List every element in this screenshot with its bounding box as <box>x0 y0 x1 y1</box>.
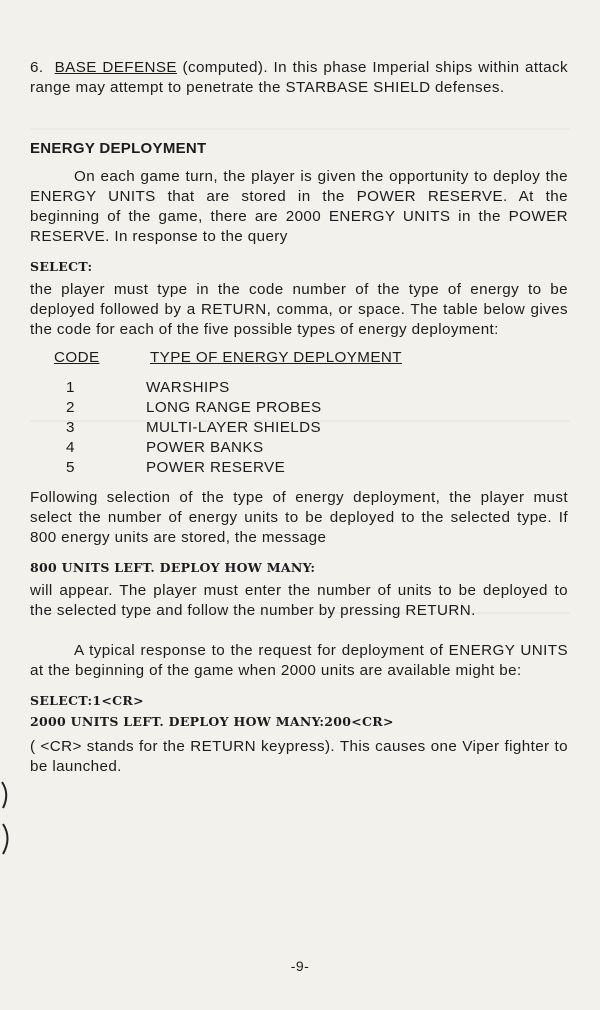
row-code: 5 <box>66 459 75 476</box>
item-number: 6. <box>30 59 44 76</box>
energy-paragraph-3: Following selection of the type of energy deployment, the player must select the number of energy units to be deployed to the selected type. If 800 energy units are stored, the message <box>30 489 568 546</box>
table-row <box>54 398 568 418</box>
row-type: WARSHIPS <box>146 379 230 396</box>
example-deploy-line: 2000 UNITS LEFT. DEPLOY HOW MANY:200<CR> <box>30 714 394 729</box>
row-type: POWER RESERVE <box>146 459 286 476</box>
base-defense-text: (computed). In this phase Imperial ships within attack range may attempt to penetrate the STARBASE SHIELD defenses. <box>30 59 568 96</box>
page-number: -9- <box>290 958 310 974</box>
energy-paragraph-4: will appear. The player must enter the number of units to be deployed to the selected type and follow the number by pressing RETURN. <box>30 582 568 619</box>
base-defense-paragraph <box>30 58 568 98</box>
section-heading: ENERGY DEPLOYMENT <box>30 140 207 157</box>
energy-paragraph-1: On each game turn, the player is given the opportunity to deploy the ENERGY UNITS that are stored in the POWER RESERVE. At the beginning of the game, there are 2000 ENERGY UNITS in the POWER RESERVE. In response to the query <box>30 168 568 245</box>
header-code: CODE <box>54 349 100 366</box>
energy-paragraph-5: A typical response to the request for deployment of ENERGY UNITS at the beginning of the game when 2000 units are available might be: <box>30 642 568 679</box>
table-row <box>54 438 568 458</box>
row-type: MULTI-LAYER SHIELDS <box>146 419 321 436</box>
table-row <box>54 378 568 398</box>
row-code: 1 <box>66 379 75 396</box>
binding-mark <box>0 780 14 870</box>
row-type: LONG RANGE PROBES <box>146 399 322 416</box>
document-page <box>30 58 568 777</box>
energy-paragraph-6: ( <CR> stands for the RETURN keypress). This causes one Viper fighter to be launched. <box>30 738 568 775</box>
example-select-line: SELECT:1<CR> <box>30 693 144 708</box>
deployment-table <box>54 348 568 478</box>
base-defense-term: BASE DEFENSE <box>54 59 177 76</box>
select-prompt: SELECT: <box>30 259 93 274</box>
row-code: 4 <box>66 439 75 456</box>
units-left-prompt: 800 UNITS LEFT. DEPLOY HOW MANY: <box>30 560 316 575</box>
row-code: 3 <box>66 419 75 436</box>
row-code: 2 <box>66 399 75 416</box>
energy-paragraph-2: the player must type in the code number of the type of energy to be deployed followed by a RETURN, comma, or space. The table below gives the code for each of the five possible types of energy deployment: <box>30 281 568 338</box>
header-type: TYPE OF ENERGY DEPLOYMENT <box>150 349 402 366</box>
row-type: POWER BANKS <box>146 439 264 456</box>
table-row <box>54 458 568 478</box>
table-header <box>54 348 568 368</box>
table-row <box>54 418 568 438</box>
